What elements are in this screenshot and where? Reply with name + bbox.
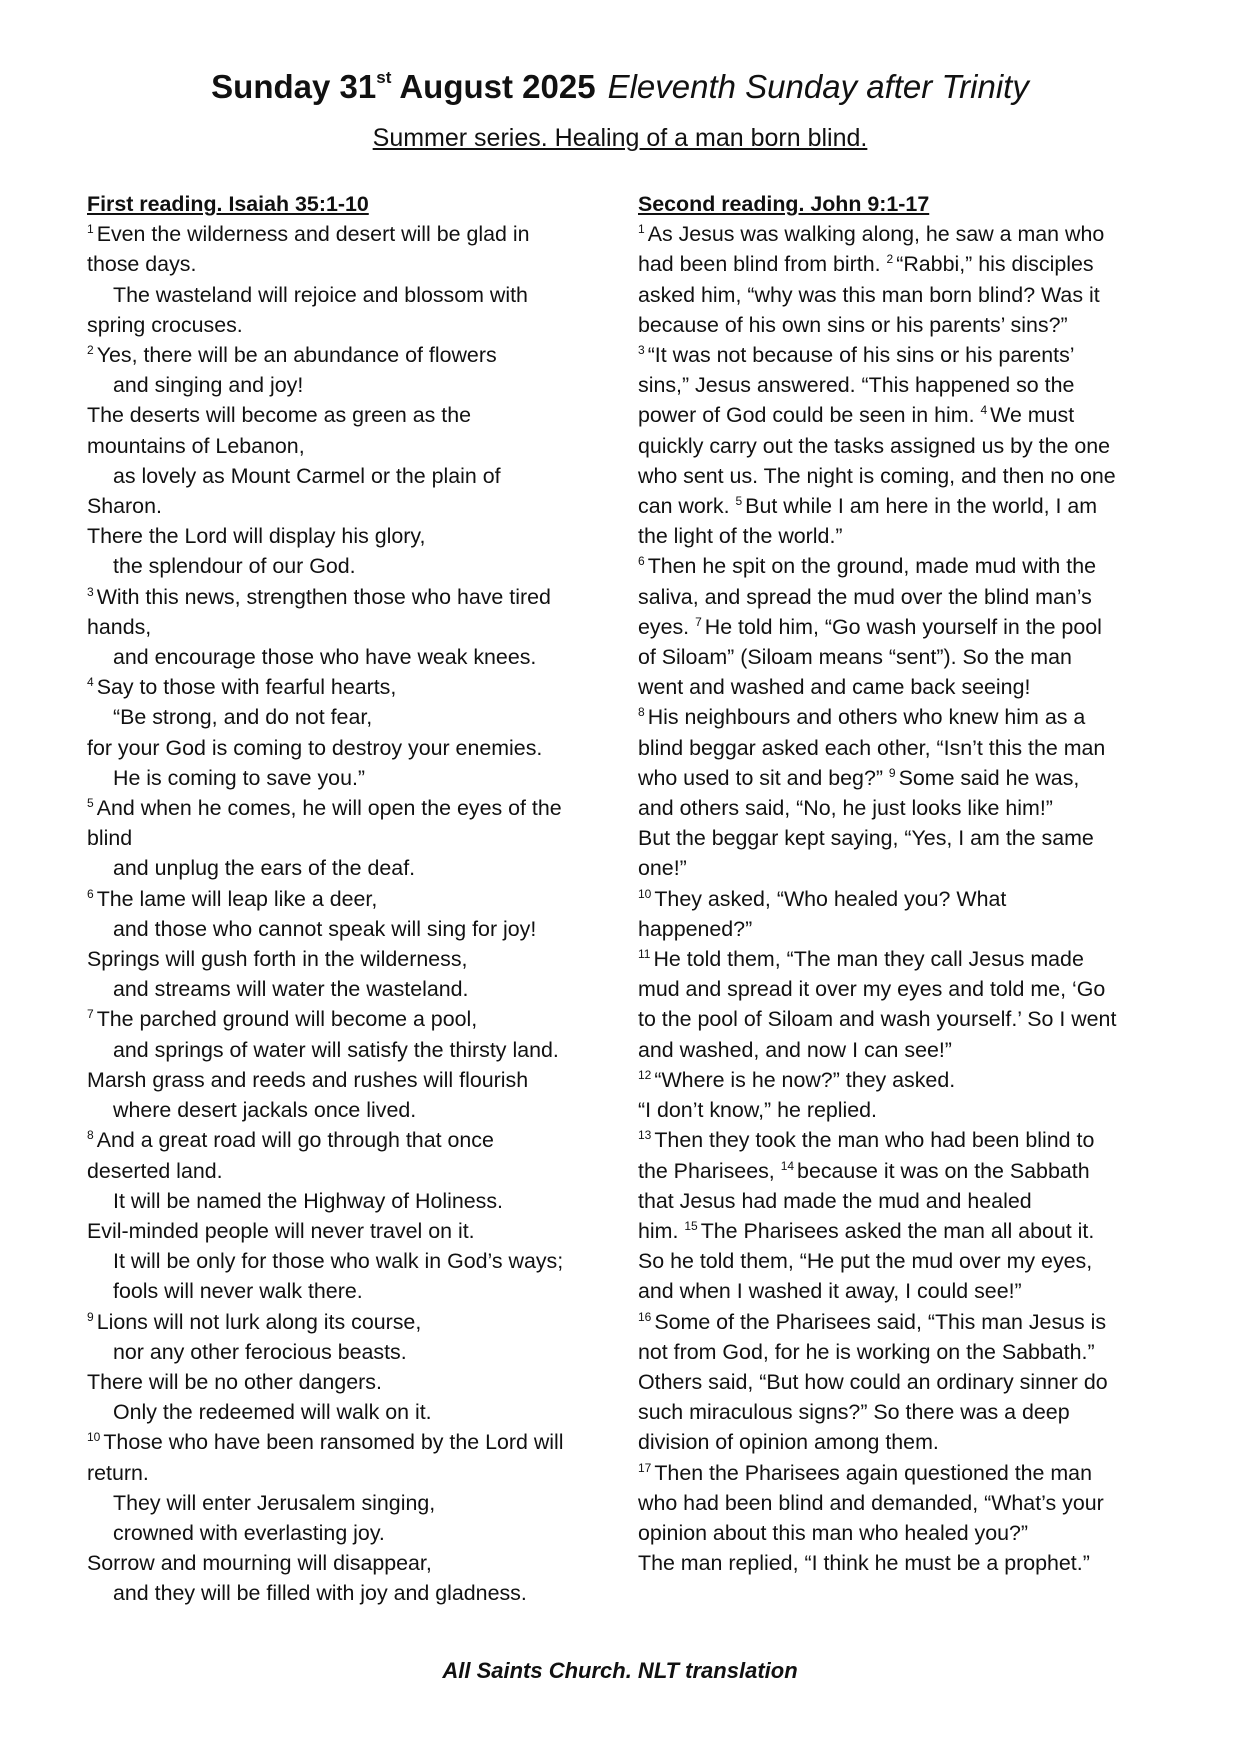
verse-text: and others said, “No, he just looks like him!”	[638, 796, 1053, 821]
text-line	[87, 793, 632, 823]
text-line	[638, 1458, 1178, 1488]
text-line	[87, 1367, 632, 1397]
verse-text: because it was on the Sabbath	[797, 1158, 1090, 1183]
text-line	[638, 1125, 1178, 1155]
text-line	[87, 1095, 632, 1125]
second-reading-text	[638, 219, 1178, 1578]
text-line	[87, 1427, 632, 1457]
verse-text: who used to sit and beg?”	[638, 765, 889, 790]
verse-text: asked him, “why was this man born blind? Was it	[638, 282, 1100, 307]
text-line	[638, 884, 1178, 914]
text-line	[87, 370, 632, 400]
text-line	[87, 1156, 632, 1186]
verse-number: 7	[87, 1007, 94, 1022]
verse-text: the Pharisees,	[638, 1158, 781, 1183]
verse-text: to the pool of Siloam and wash yourself.’ So I went	[638, 1007, 1117, 1032]
text-line	[638, 219, 1178, 249]
verse-text: had been blind from birth.	[638, 252, 887, 277]
text-line	[638, 612, 1178, 642]
verse-number: 2	[886, 252, 894, 267]
verse-text: Others said, “But how could an ordinary sinner do	[638, 1369, 1108, 1394]
verse-text: the splendour of our God.	[113, 554, 356, 579]
verse-text: crowned with everlasting joy.	[113, 1520, 385, 1545]
verse-text: and encourage those who have weak knees.	[113, 645, 537, 670]
verse-text: power of God could be seen in him.	[638, 403, 981, 428]
text-line	[638, 702, 1178, 732]
text-line	[87, 491, 632, 521]
title-date-month-year: August 2025	[399, 68, 596, 105]
text-line	[638, 310, 1178, 340]
text-line	[638, 1276, 1178, 1306]
text-line	[638, 672, 1178, 702]
text-line	[87, 1578, 632, 1608]
text-line	[87, 249, 632, 279]
verse-text: The man replied, “I think he must be a prophet.”	[638, 1551, 1090, 1576]
verse-number: 14	[780, 1158, 795, 1173]
title-date-suffix-sup: st	[376, 68, 392, 87]
verse-text: They asked, “Who healed you? What	[654, 886, 1007, 911]
verse-text: one!”	[638, 856, 687, 881]
text-line	[87, 763, 632, 793]
verse-number: 5	[87, 796, 94, 811]
verse-text: Marsh grass and reeds and rushes will flourish	[87, 1067, 529, 1092]
verse-text: such miraculous signs?” So there was a deep	[638, 1400, 1070, 1425]
text-line	[638, 1065, 1178, 1095]
text-line	[87, 733, 632, 763]
text-line	[638, 551, 1178, 581]
text-line	[638, 763, 1178, 793]
verse-text: hands,	[87, 614, 152, 639]
verse-text: They will enter Jerusalem singing,	[113, 1490, 436, 1515]
verse-number: 15	[684, 1218, 698, 1233]
verse-text: of Siloam” (Siloam means “sent”). So the man	[638, 645, 1072, 670]
text-line	[638, 944, 1178, 974]
verse-text: There the Lord will display his glory,	[87, 524, 426, 549]
verse-text: and those who cannot speak will sing for joy!	[113, 916, 537, 941]
text-line	[638, 431, 1178, 461]
text-line	[87, 340, 632, 370]
verse-text: and washed, and now I can see!”	[638, 1037, 952, 1062]
text-line	[87, 672, 632, 702]
text-line	[638, 280, 1178, 310]
verse-number: 10	[638, 886, 652, 901]
verse-text: There will be no other dangers.	[87, 1369, 382, 1394]
text-line	[638, 1367, 1178, 1397]
text-line	[87, 642, 632, 672]
verse-text: And when he comes, he will open the eyes of the	[96, 796, 562, 821]
verse-number: 6	[638, 554, 645, 569]
text-line	[87, 884, 632, 914]
verse-text: Some said he was,	[898, 765, 1080, 790]
verse-text: mud and spread it over my eyes and told me, ‘Go	[638, 977, 1106, 1002]
verse-number: 8	[87, 1128, 94, 1143]
text-line	[87, 219, 632, 249]
verse-text: Some of the Pharisees said, “This man Jesus is	[654, 1309, 1107, 1334]
verse-text: We must	[990, 403, 1075, 428]
text-line	[638, 1427, 1178, 1457]
text-line	[638, 461, 1178, 491]
verse-text: him.	[638, 1218, 685, 1243]
verse-number: 2	[87, 343, 94, 358]
verse-text: Lions will not lurk along its course,	[96, 1309, 422, 1334]
verse-number: 3	[638, 343, 645, 358]
page-subtitle: Summer series. Healing of a man born blind.	[372, 124, 868, 152]
verse-text: The Pharisees asked the man all about it.	[700, 1218, 1095, 1243]
text-line	[87, 400, 632, 430]
text-line	[87, 280, 632, 310]
verse-text: for your God is coming to destroy your enemies.	[87, 735, 543, 760]
verse-number: 1	[87, 222, 94, 237]
verse-text: And a great road will go through that once	[96, 1128, 494, 1153]
text-line	[87, 431, 632, 461]
verse-number: 12	[638, 1067, 652, 1082]
verse-text: where desert jackals once lived.	[113, 1098, 417, 1123]
verse-text: eyes.	[638, 614, 696, 639]
verse-text: Evil-minded people will never travel on it.	[87, 1218, 475, 1243]
text-line	[87, 1065, 632, 1095]
text-line	[87, 1125, 632, 1155]
text-line	[87, 702, 632, 732]
first-reading-heading: First reading. Isaiah 35:1-10	[87, 192, 369, 216]
text-line	[87, 551, 632, 581]
verse-text: return.	[87, 1460, 149, 1485]
text-line	[638, 1035, 1178, 1065]
verse-number: 6	[87, 886, 94, 901]
verse-number: 3	[87, 584, 94, 599]
first-reading-text	[87, 219, 632, 1608]
verse-text: blind beggar asked each other, “Isn’t this the man	[638, 735, 1106, 760]
verse-text: division of opinion among them.	[638, 1430, 939, 1455]
text-line	[87, 974, 632, 1004]
verse-number: 9	[888, 765, 896, 780]
verse-text: nor any other ferocious beasts.	[113, 1339, 407, 1364]
text-line	[87, 1488, 632, 1518]
verse-text: So he told them, “He put the mud over my eyes,	[638, 1249, 1093, 1274]
text-line	[87, 1004, 632, 1034]
verse-text: went and washed and came back seeing!	[638, 675, 1031, 700]
text-line	[638, 1095, 1178, 1125]
verse-text: that Jesus had made the mud and healed	[638, 1188, 1032, 1213]
second-reading-heading: Second reading. John 9:1-17	[638, 192, 930, 216]
verse-text: “Rabbi,” his disciples	[896, 252, 1094, 277]
verse-text: “Where is he now?” they asked.	[654, 1067, 956, 1092]
verse-text: As Jesus was walking along, he saw a man who	[647, 222, 1105, 247]
first-reading-column	[87, 189, 632, 1609]
verse-text: He told them, “The man they call Jesus made	[653, 947, 1084, 972]
text-line	[87, 310, 632, 340]
text-line	[638, 491, 1178, 521]
verse-text: Then the Pharisees again questioned the man	[654, 1460, 1092, 1485]
text-line	[638, 1488, 1178, 1518]
verse-text: “It was not because of his sins or his parents’	[647, 343, 1075, 368]
verse-text: Only the redeemed will walk on it.	[113, 1400, 432, 1425]
text-line	[638, 1518, 1178, 1548]
verse-text: The lame will leap like a deer,	[96, 886, 378, 911]
text-line	[638, 853, 1178, 883]
verse-text: “I don’t know,” he replied.	[638, 1098, 877, 1123]
title-date-prefix: Sunday 31	[211, 68, 377, 105]
verse-text: Then they took the man who had been blind to	[654, 1128, 1095, 1153]
text-line	[87, 823, 632, 853]
text-line	[87, 1186, 632, 1216]
verse-text: But while I am here in the world, I am	[745, 494, 1098, 519]
verse-number: 7	[695, 614, 702, 629]
verse-number: 13	[638, 1128, 652, 1143]
verse-text: Yes, there will be an abundance of flowers	[96, 343, 497, 368]
text-line	[87, 1337, 632, 1367]
verse-text: He is coming to save you.”	[113, 765, 366, 790]
text-line	[87, 1518, 632, 1548]
verse-number: 4	[980, 403, 988, 418]
text-line	[87, 944, 632, 974]
verse-text: Say to those with fearful hearts,	[96, 675, 397, 700]
text-line	[638, 1004, 1178, 1034]
verse-text: He told him, “Go wash yourself in the pool	[704, 614, 1102, 639]
text-line	[87, 853, 632, 883]
verse-text: The deserts will become as green as the	[87, 403, 472, 428]
text-line	[87, 914, 632, 944]
text-line	[87, 461, 632, 491]
text-line	[638, 1186, 1178, 1216]
verse-text: But the beggar kept saying, “Yes, I am the same	[638, 826, 1094, 851]
verse-text: deserted land.	[87, 1158, 223, 1183]
verse-text: because of his own sins or his parents’ sins?”	[638, 312, 1068, 337]
text-line	[638, 1548, 1178, 1578]
text-line	[638, 823, 1178, 853]
verse-text: Those who have been ransomed by the Lord will	[103, 1430, 564, 1455]
text-line	[87, 1458, 632, 1488]
verse-text: sins,” Jesus answered. “This happened so the	[638, 373, 1075, 398]
verse-text: “Be strong, and do not fear,	[113, 705, 373, 730]
verse-number: 9	[87, 1309, 94, 1324]
verse-text: opinion about this man who healed you?”	[638, 1520, 1029, 1545]
verse-text: quickly carry out the tasks assigned us by the one	[638, 433, 1111, 458]
text-line	[87, 1216, 632, 1246]
text-line	[87, 582, 632, 612]
text-line	[87, 612, 632, 642]
verse-text: the light of the world.”	[638, 524, 843, 549]
text-line	[638, 1246, 1178, 1276]
text-line	[638, 1337, 1178, 1367]
text-line	[638, 582, 1178, 612]
verse-text: fools will never walk there.	[113, 1279, 363, 1304]
title-date	[211, 68, 595, 105]
verse-number: 4	[87, 675, 94, 690]
verse-text: Sharon.	[87, 494, 162, 519]
text-line	[638, 400, 1178, 430]
text-line	[87, 521, 632, 551]
verse-text: His neighbours and others who knew him as a	[647, 705, 1086, 730]
text-line	[638, 1216, 1178, 1246]
verse-text: Sorrow and mourning will disappear,	[87, 1551, 432, 1576]
verse-text: who sent us. The night is coming, and then no one	[638, 463, 1116, 488]
text-line	[638, 1307, 1178, 1337]
text-line	[87, 1397, 632, 1427]
text-line	[638, 1156, 1178, 1186]
text-line	[87, 1035, 632, 1065]
text-line	[638, 1397, 1178, 1427]
page-title	[0, 68, 1240, 106]
verse-text: and they will be filled with joy and gladness.	[113, 1581, 527, 1606]
verse-text: With this news, strengthen those who have tired	[96, 584, 551, 609]
text-line	[638, 340, 1178, 370]
second-reading-column	[638, 189, 1178, 1578]
verse-text: who had been blind and demanded, “What’s your	[638, 1490, 1104, 1515]
verse-text: and unplug the ears of the deaf.	[113, 856, 416, 881]
verse-text: saliva, and spread the mud over the blind man’s	[638, 584, 1092, 609]
text-line	[87, 1548, 632, 1578]
verse-text: and streams will water the wasteland.	[113, 977, 469, 1002]
verse-text: mountains of Lebanon,	[87, 433, 305, 458]
verse-number: 11	[638, 947, 651, 962]
text-line	[638, 370, 1178, 400]
verse-text: It will be named the Highway of Holiness.	[113, 1188, 503, 1213]
verse-text: and singing and joy!	[113, 373, 304, 398]
verse-text: and when I washed it away, I could see!”	[638, 1279, 1022, 1304]
verse-number: 10	[87, 1430, 101, 1445]
title-occasion: Eleventh Sunday after Trinity	[607, 68, 1029, 105]
text-line	[638, 521, 1178, 551]
verse-text: Even the wilderness and desert will be glad in	[96, 222, 530, 247]
verse-text: not from God, for he is working on the Sabbath.”	[638, 1339, 1095, 1364]
verse-text: It will be only for those who walk in God’s ways;	[113, 1249, 564, 1274]
text-line	[87, 1246, 632, 1276]
footer-attribution: All Saints Church. NLT translation	[442, 1658, 798, 1683]
text-line	[638, 249, 1178, 279]
verse-number: 8	[638, 705, 645, 720]
verse-text: blind	[87, 826, 133, 851]
verse-text: The wasteland will rejoice and blossom with	[113, 282, 528, 307]
text-line	[638, 974, 1178, 1004]
verse-text: The parched ground will become a pool,	[96, 1007, 478, 1032]
verse-text: Springs will gush forth in the wilderness,	[87, 947, 468, 972]
verse-text: happened?”	[638, 916, 753, 941]
verse-text: can work.	[638, 494, 736, 519]
verse-number: 17	[638, 1460, 652, 1475]
verse-text: spring crocuses.	[87, 312, 243, 337]
text-line	[638, 914, 1178, 944]
verse-number: 5	[735, 494, 743, 509]
verse-text: and springs of water will satisfy the thirsty land.	[113, 1037, 559, 1062]
text-line	[638, 793, 1178, 823]
text-line	[87, 1276, 632, 1306]
text-line	[638, 733, 1178, 763]
verse-text: as lovely as Mount Carmel or the plain of	[113, 463, 501, 488]
verse-text: Then he spit on the ground, made mud with the	[647, 554, 1096, 579]
text-line	[87, 1307, 632, 1337]
verse-text: those days.	[87, 252, 197, 277]
verse-number: 16	[638, 1309, 652, 1324]
text-line	[638, 642, 1178, 672]
verse-number: 1	[638, 222, 645, 237]
